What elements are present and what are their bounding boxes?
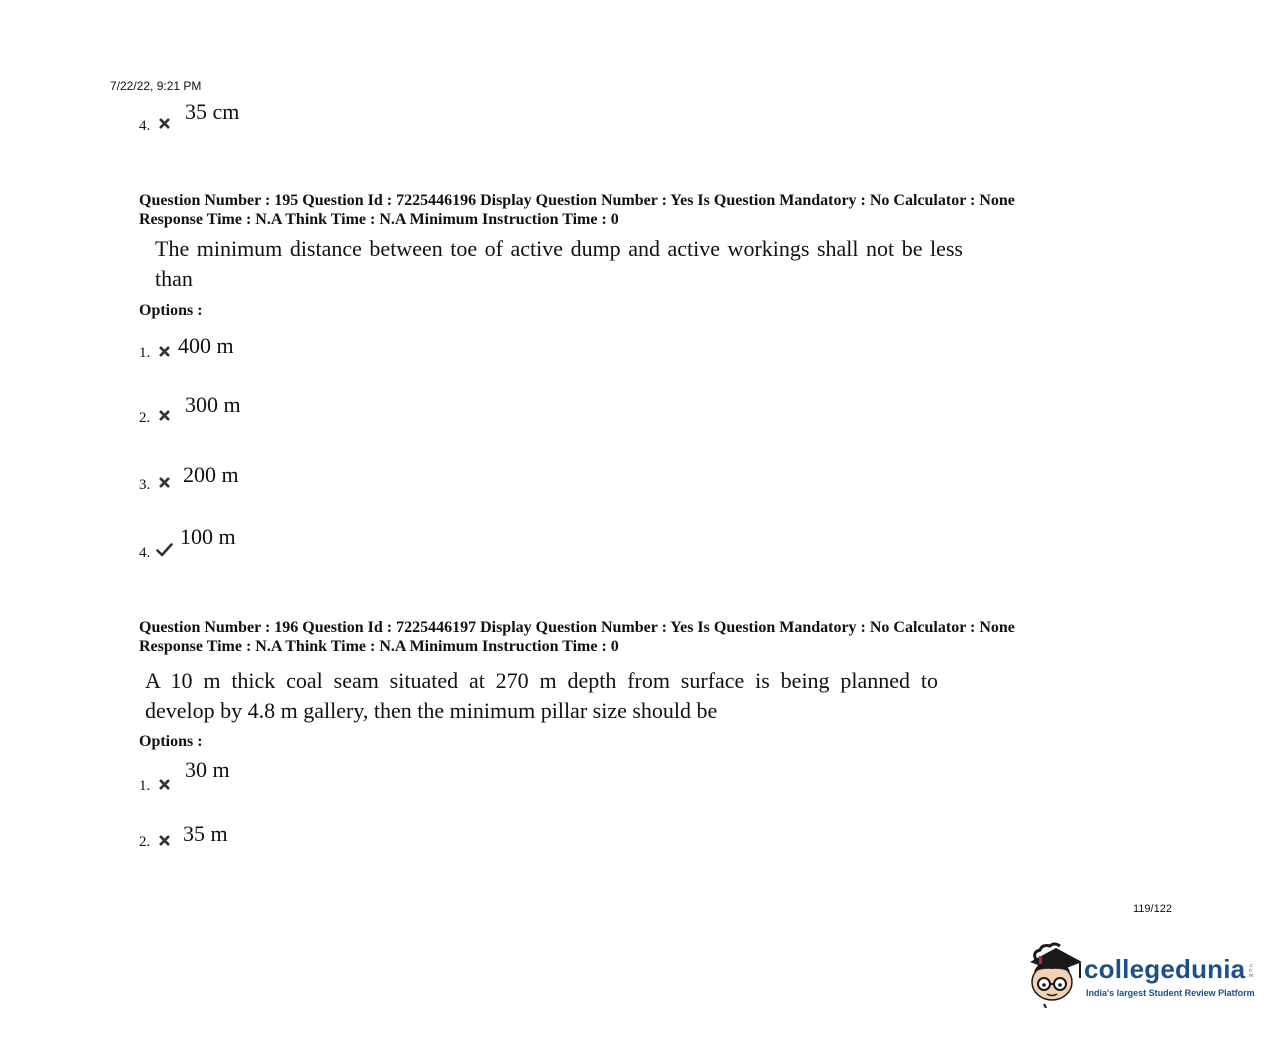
mascot-icon <box>1022 938 1088 1008</box>
cross-icon <box>159 835 170 846</box>
option-text: 30 m <box>185 757 230 782</box>
option-number: 4. <box>139 118 151 134</box>
option-text: 35 m <box>183 821 228 846</box>
question-meta-line2: Response Time : N.A Think Time : N.A Minimum Instruction Time : 0 <box>139 211 619 228</box>
cross-icon <box>159 346 170 357</box>
page-counter: 119/122 <box>1133 903 1172 915</box>
option-text: 35 cm <box>185 99 240 124</box>
question-text-line: develop by 4.8 m gallery, then the minimum pillar size should be <box>145 698 718 723</box>
question-text <box>155 234 963 294</box>
option-number: 2. <box>139 834 151 850</box>
option-number: 2. <box>139 410 151 426</box>
cross-icon <box>159 779 170 790</box>
question-meta-line1: Question Number : 196 Question Id : 7225446197 Display Question Number : Yes Is Question Mandatory : No Calculator : None <box>139 619 1015 636</box>
option-number: 4. <box>139 545 151 561</box>
question-text-line: A 10 m thick coal seam situated at 270 m depth from surface is being planned to <box>145 668 938 693</box>
option-text: 300 m <box>185 392 241 417</box>
options-label: Options : <box>139 302 203 319</box>
option-number: 1. <box>139 345 151 361</box>
question-text-line: The minimum distance between toe of active dump and active workings shall not be less <box>155 236 963 261</box>
options-label: Options : <box>139 733 203 750</box>
collegedunia-watermark <box>1022 938 1262 1010</box>
brand-domain: .com <box>1249 963 1254 979</box>
option-text: 400 m <box>178 333 234 358</box>
cross-icon <box>159 118 170 129</box>
option-text: 100 m <box>180 524 236 549</box>
cross-icon <box>159 410 170 421</box>
cross-icon <box>159 477 170 488</box>
question-meta-line1: Question Number : 195 Question Id : 7225446196 Display Question Number : Yes Is Question Mandatory : No Calculator : None <box>139 192 1015 209</box>
option-number: 1. <box>139 778 151 794</box>
brand-name: collegedunia <box>1084 954 1246 984</box>
option-number: 3. <box>139 477 151 493</box>
question-text-line: than <box>155 266 193 291</box>
question-text <box>145 666 938 726</box>
print-timestamp: 7/22/22, 9:21 PM <box>110 79 202 93</box>
option-text: 200 m <box>183 462 239 487</box>
brand-tagline: India's largest Student Review Platform <box>1086 988 1255 998</box>
question-meta-line2: Response Time : N.A Think Time : N.A Minimum Instruction Time : 0 <box>139 638 619 655</box>
check-icon <box>156 543 173 557</box>
